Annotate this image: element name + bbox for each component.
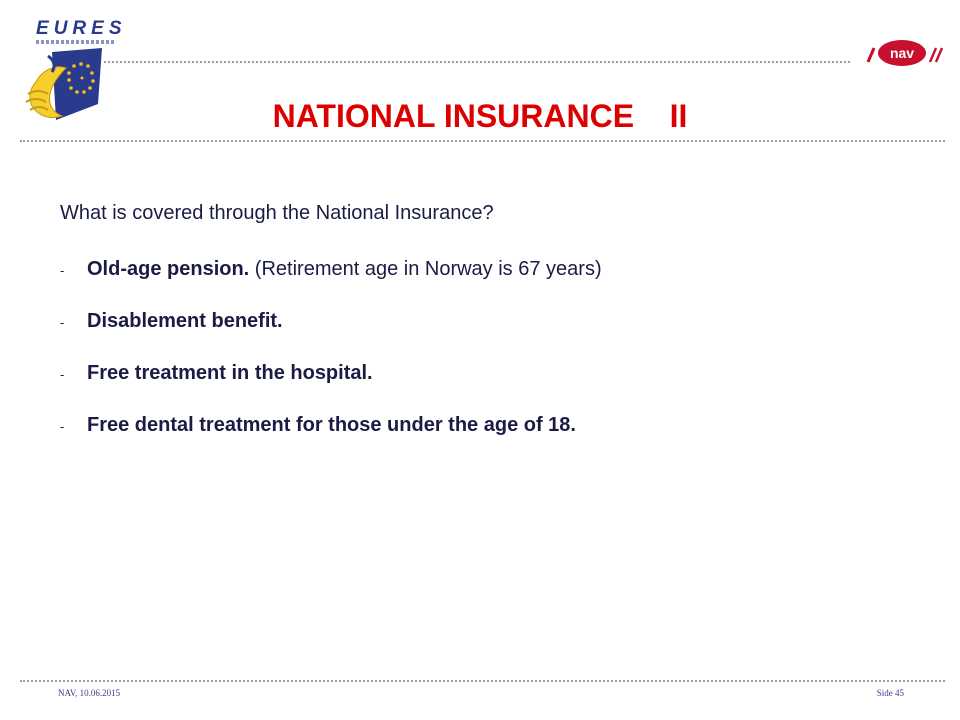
bullet-strong-text: Old-age pension. [87, 258, 250, 280]
nav-logo [864, 38, 946, 68]
bullet-strong-text: Free treatment in the hospital. [87, 362, 373, 384]
header-divider [104, 61, 850, 63]
bullet-item [60, 358, 373, 390]
footer-divider [20, 680, 945, 682]
bullet-item [60, 410, 576, 442]
footer-date: NAV, 10.06.2015 [58, 688, 121, 698]
bullet-strong-text: Disablement benefit. [87, 310, 283, 332]
eures-letter: E [36, 18, 49, 39]
eures-tagline [36, 40, 114, 44]
eures-letter: S [108, 18, 122, 39]
title-divider [20, 140, 945, 142]
nav-logo-text: nav [889, 45, 915, 61]
footer-page-number: Side 45 [876, 688, 904, 698]
bullet-marker: - [60, 315, 65, 330]
eures-letter: E [91, 18, 104, 39]
eures-wordmark [36, 18, 122, 40]
bullet-strong-text: Free dental treatment for those under the age of 18. [87, 414, 576, 436]
bullet-marker: - [60, 367, 65, 382]
intro-text: What is covered through the National Insurance? [60, 202, 494, 224]
bullet-marker: - [60, 263, 65, 278]
bullet-plain-text: (Retirement age in Norway is 67 years) [249, 258, 602, 280]
slide-title: NATIONAL INSURANCE II [272, 98, 688, 134]
bullet-marker: - [60, 419, 65, 434]
bullet-item [60, 254, 602, 286]
bullet-item [60, 306, 283, 338]
eures-letter: U [53, 18, 68, 39]
slide-body [60, 198, 920, 436]
eures-letter: R [72, 18, 87, 39]
